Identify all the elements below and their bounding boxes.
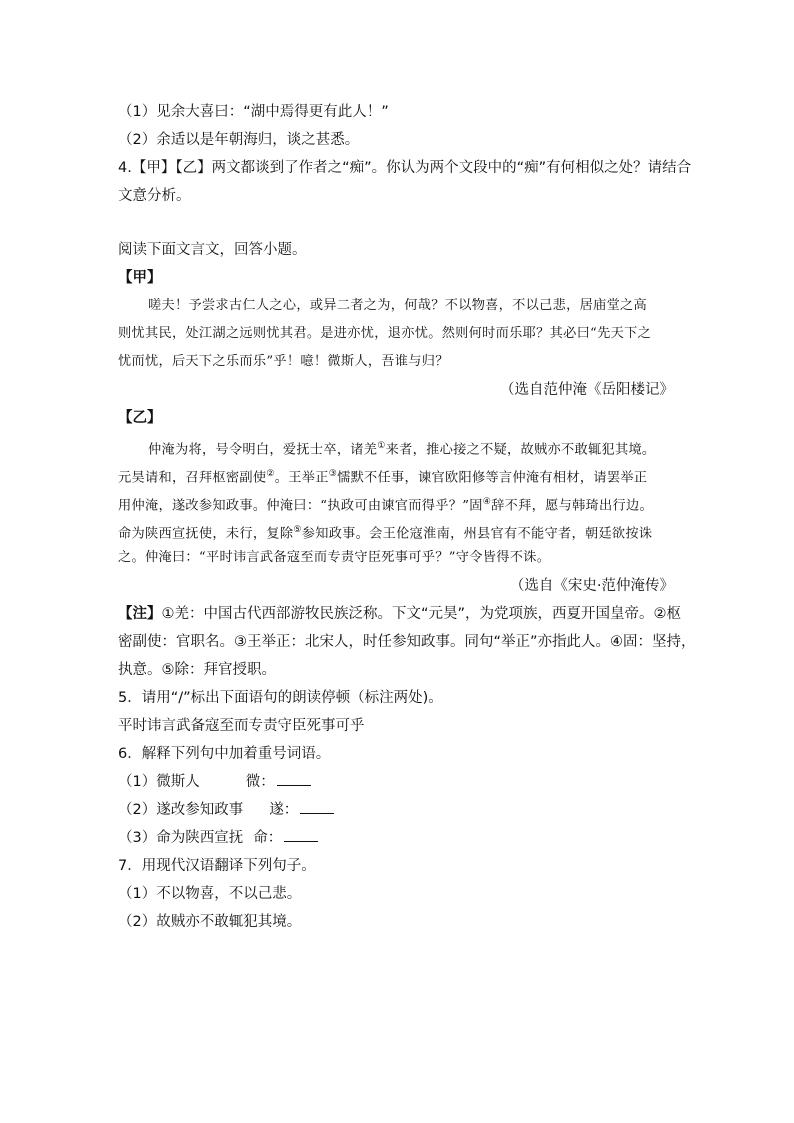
- q5-sentence: 平时讳言武备寇至而专责守臣死事可乎: [118, 718, 365, 734]
- passage-yi-source: （选自《宋史·范仲淹传》: [509, 578, 674, 594]
- q5-prompt: 5．请用“/”标出下面语句的朗读停顿（标注两处)。: [118, 690, 443, 706]
- q7-item: （2）故贼亦不敢辄犯其境。: [118, 914, 302, 930]
- passage-yi-line: 用仲淹，遂改参知政事。仲淹曰：“执政可由谏官而得乎？”固④辞不拜，愿与韩琦出行边。: [118, 497, 653, 514]
- footnote-text: ①羌：中国古代西部游牧民族泛称。下文“元昊”，为党项族，西夏开国皇帝。②枢: [161, 606, 682, 622]
- q4-line-1: 4.【甲】【乙】两文都谈到了作者之“痴”。你认为两个文段中的“痴”有何相似之处？请结合: [118, 160, 692, 176]
- passage-jia: [118, 292, 676, 376]
- passage-jia-label: 【甲】: [118, 270, 162, 286]
- passage-jia-line: 忧而忧，后天下之乐而乐”乎！噫！微斯人，吾谁与归？: [118, 354, 449, 369]
- q6-item: （3）命为陕西宣抚 命：: [118, 824, 676, 852]
- passage-jia-source: （选自范仲淹《岳阳楼记》: [500, 382, 674, 398]
- q4-line-2: 文意分析。: [118, 188, 191, 204]
- answer-blank[interactable]: [277, 771, 311, 786]
- q3-item-2: （2）余适以是年朝海归，谈之甚悉。: [118, 132, 360, 148]
- passage-yi-line: 仲淹为将，号令明白，爱抚士卒，诸羌①来者，推心接之不疑，故贼亦不敢辄犯其境。: [148, 441, 656, 458]
- passage-jia-line: 则忧其民，处江湖之远则忧其君。是进亦忧，退亦忧。然则何时而乐耶？其必曰“先天下之: [118, 326, 652, 341]
- reading-instruction: 阅读下面文言文，回答小题。: [118, 242, 307, 258]
- passage-jia-line: 嗟夫！予尝求古仁人之心，或异二者之为，何哉？不以物喜，不以己悲，居庙堂之高: [148, 298, 648, 313]
- passage-yi: [118, 432, 676, 572]
- section-gap: [118, 210, 676, 236]
- passage-yi-line: 命为陕西宣抚使，未行，复除⑤参知政事。会王伦寇淮南，州县官有不能守者，朝廷欲按诛: [118, 525, 653, 542]
- passage-yi-line: 之。仲淹曰：“平时讳言武备寇至而专责守臣死事可乎？”守令皆得不诛。: [118, 550, 551, 565]
- footnote-text: 执意。⑤除：拜官授职。: [118, 662, 276, 678]
- q6-prompt: 6．解释下列句中加着重号词语。: [118, 746, 331, 762]
- footnote-text: 密副使：官职名。③王举正：北宋人，时任参知政事。同句“举正”亦指此人。④固：坚持，: [118, 634, 696, 650]
- q6-item: （2）遂改参知政事 遂：: [118, 796, 676, 824]
- q6-item: （1）微斯人 微：: [118, 768, 676, 796]
- q3-item-1: （1）见余大喜曰：“湖中焉得更有此人！”: [118, 104, 389, 120]
- q7-prompt: 7．用现代汉语翻译下列句子。: [118, 858, 316, 874]
- passage-yi-line: 元昊请和，召拜枢密副使②。王举正③懦默不任事，谏官欧阳修等言仲淹有相材，请罢举正: [118, 469, 648, 486]
- footnotes: [118, 600, 696, 684]
- answer-blank[interactable]: [300, 799, 334, 814]
- passage-yi-label: 【乙】: [118, 410, 162, 426]
- footnote-label: 【注】: [118, 606, 162, 622]
- q7-item: （1）不以物喜，不以己悲。: [118, 886, 302, 902]
- answer-blank[interactable]: [284, 827, 318, 842]
